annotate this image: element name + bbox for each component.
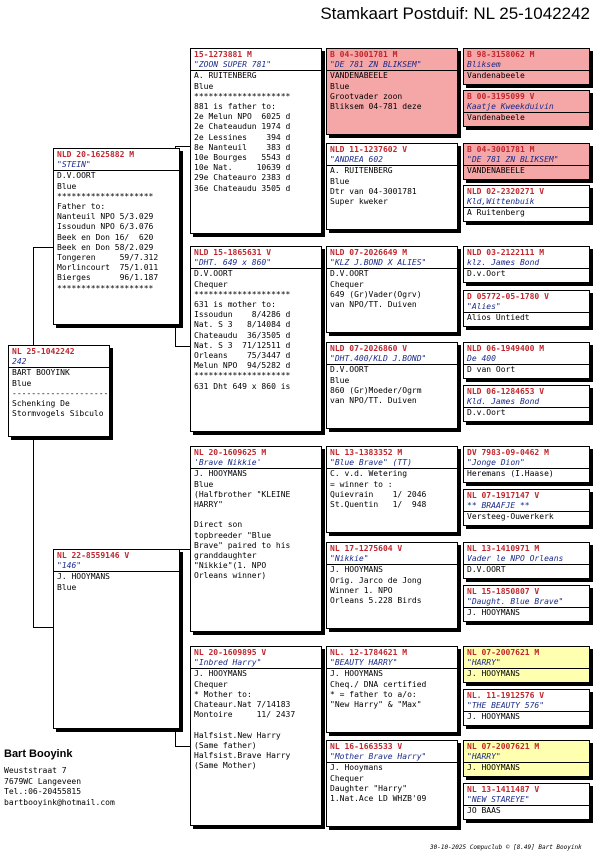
card-line: Blue bbox=[330, 176, 350, 186]
card-line: Nat. S 3 71/12511 d bbox=[194, 340, 291, 350]
card-line: Blue bbox=[330, 81, 350, 91]
card-line: Halfsist.New Harry bbox=[194, 730, 281, 740]
card-pigeon-name: Vader le NPO Orleans bbox=[464, 554, 589, 565]
card-line: 2e Melun NPO 6025 d bbox=[194, 112, 291, 122]
card-line: Daughter "Harry" bbox=[330, 783, 408, 793]
card-ring-number: D 05772-05-1780 V bbox=[467, 292, 549, 301]
card-line: J. HOOYMANS bbox=[330, 669, 383, 679]
card-line: Halfsist.Brave Harry bbox=[194, 751, 291, 761]
card-ring-number: NLD 11-1237602 V bbox=[330, 145, 408, 154]
card-pigeon-name: 242 bbox=[9, 357, 109, 368]
card-line: D.v.Oort bbox=[467, 408, 506, 418]
connector bbox=[33, 627, 53, 628]
card-ring-number: NL 07-2007621 M bbox=[467, 648, 540, 657]
card-line: Chateaur.Nat 7/14183 bbox=[194, 700, 291, 710]
card-ring-number: NL 20-1609895 V bbox=[194, 648, 267, 657]
card-line: Chequer bbox=[330, 279, 364, 289]
card-line: BART BOOYINK bbox=[12, 368, 70, 378]
card-line: Chequer bbox=[194, 279, 228, 289]
card-line: 36e Chateaudu 3505 d bbox=[194, 183, 291, 193]
card-line: 10e Nat. 10639 d bbox=[194, 163, 291, 173]
card-pigeon-name: "Inbred Harry" bbox=[191, 658, 321, 669]
pedigree-card-dds bbox=[326, 646, 458, 733]
card-pigeon-name: "NEW STAREYE" bbox=[464, 795, 589, 806]
card-pigeon-name: klz. James Bond bbox=[464, 258, 589, 269]
card-line: Bliksem 04-781 deze bbox=[330, 102, 422, 112]
card-line: D.V.OORT bbox=[194, 269, 233, 279]
card-line: Schenking De bbox=[12, 399, 70, 409]
card-ring-number: NL 25-1042242 bbox=[12, 347, 75, 356]
card-line: St.Quentin 1/ 948 bbox=[330, 500, 427, 510]
pedigree-card-g15 bbox=[463, 740, 590, 777]
card-line: Vandenabeele bbox=[467, 71, 525, 81]
pedigree-card-g11 bbox=[463, 542, 590, 579]
card-line: Blue bbox=[194, 479, 214, 489]
owner-address: Weuststraat 7 bbox=[4, 766, 67, 775]
pedigree-card-sds bbox=[326, 246, 458, 333]
card-line: 8e Nanteuil 383 d bbox=[194, 142, 291, 152]
card-ring-number: B 98-3158062 M bbox=[467, 50, 535, 59]
card-line: J. HOOYMANS bbox=[330, 565, 383, 575]
card-line: J. HOOYMANS bbox=[57, 572, 110, 582]
card-line: VANDENABEELE bbox=[467, 166, 525, 176]
card-line: Heremans (I.Haase) bbox=[467, 469, 554, 479]
card-line: Beek en Don 58/2.029 bbox=[57, 242, 154, 252]
owner-email[interactable]: bartbooyink@hotmail.com bbox=[4, 797, 115, 807]
card-line: D.V.OORT bbox=[57, 171, 96, 181]
card-line: Nat. S 3 8/14084 d bbox=[194, 320, 291, 330]
card-line: 631 Dht 649 x 860 is bbox=[194, 381, 291, 391]
card-line: Direct son bbox=[194, 520, 243, 530]
page-title: Stamkaart Postduif: NL 25-1042242 bbox=[320, 4, 590, 23]
card-line: 649 (Gr)Vader(Ogrv) bbox=[330, 289, 422, 299]
card-line: J. HOOYMANS bbox=[467, 763, 520, 773]
card-ring-number: NL 13-1383352 M bbox=[330, 448, 403, 457]
card-line: Nanteuil NPO 5/3.029 bbox=[57, 212, 154, 222]
card-line: D.V.OORT bbox=[467, 565, 506, 575]
card-ring-number: NL 17-1275604 V bbox=[330, 544, 403, 553]
card-line: -------------------- bbox=[12, 388, 109, 398]
pedigree-card-g13 bbox=[463, 646, 590, 683]
card-line: J. HOOYMANS bbox=[467, 712, 520, 722]
card-line: Blue bbox=[12, 378, 32, 388]
card-pigeon-name: "DHT.400/KLD J.BOND" bbox=[327, 354, 457, 365]
card-line: * Mother to: bbox=[194, 689, 252, 699]
card-ring-number: B 04-3001781 M bbox=[467, 145, 535, 154]
card-line: Issoudun 8/4286 d bbox=[194, 310, 291, 320]
card-pigeon-name: "HARRY" bbox=[464, 752, 589, 763]
card-ring-number: NL 16-1663533 V bbox=[330, 742, 403, 751]
owner-postcode: 7679WC Langeveen bbox=[4, 776, 82, 786]
card-line: Orig. Jarco de Jong bbox=[330, 575, 422, 585]
card-line: ******************** bbox=[194, 289, 291, 299]
pedigree-card-sss bbox=[326, 48, 458, 135]
card-line: ******************** bbox=[57, 283, 154, 293]
card-pigeon-name: Kld. James Bond bbox=[464, 397, 589, 408]
card-line: Super kweker bbox=[330, 197, 388, 207]
card-line: 10e Bourges 5543 d bbox=[194, 153, 291, 163]
card-line: C. v.d. Wetering bbox=[330, 469, 408, 479]
card-ring-number: 15-1273881 M bbox=[194, 50, 252, 59]
card-line: D.V.OORT bbox=[330, 269, 369, 279]
card-pigeon-name: "STEIN" bbox=[54, 160, 179, 171]
pedigree-card-dam-dam bbox=[190, 646, 322, 826]
pedigree-card-dam bbox=[53, 549, 180, 729]
card-line: J. Hooymans bbox=[330, 763, 383, 773]
card-line bbox=[191, 720, 321, 730]
card-pigeon-name: "THE BEAUTY 576" bbox=[464, 701, 589, 712]
card-line: A Ruitenberg bbox=[467, 208, 525, 218]
owner-phone: Tel.:06-20455815 bbox=[4, 787, 82, 796]
card-line: D.V.OORT bbox=[330, 365, 369, 375]
card-line: HARRY" bbox=[194, 500, 223, 510]
card-line: Versteeg-Ouwerkerk bbox=[467, 512, 554, 522]
card-line: Blue bbox=[330, 375, 350, 385]
card-line: "Nikkie"(1. NPO bbox=[194, 561, 267, 571]
card-line: van NPO/TT. Duiven bbox=[330, 396, 417, 406]
pedigree-card-g5 bbox=[463, 246, 590, 283]
pedigree-card-g14 bbox=[463, 689, 590, 726]
card-pigeon-name: Kaatje Kweekduivin bbox=[464, 102, 589, 113]
card-pigeon-name: "ZOON SUPER 781" bbox=[191, 60, 321, 71]
card-line: Bierges 96/1.187 bbox=[57, 273, 159, 283]
card-line: (Halfbrother "KLEINE bbox=[194, 489, 291, 499]
card-pigeon-name: Bliksem bbox=[464, 60, 589, 71]
pedigree-card-g7 bbox=[463, 342, 590, 379]
pedigree-card-g12 bbox=[463, 585, 590, 622]
card-ring-number: NLD 03-2122111 M bbox=[467, 248, 545, 257]
card-line: 1.Nat.Ace LD WHZB'09 bbox=[330, 794, 427, 804]
card-pigeon-name: "DE 781 ZN BLIKSEM" bbox=[464, 155, 589, 166]
card-ring-number: NL 15-1850807 V bbox=[467, 587, 540, 596]
card-line: Issoudun NPO 6/3.076 bbox=[57, 222, 154, 232]
card-ring-number: NLD 15-1865631 V bbox=[194, 248, 272, 257]
card-line: Winner 1. NPO bbox=[330, 585, 393, 595]
card-pigeon-name: "HARRY" bbox=[464, 658, 589, 669]
card-line: Blue bbox=[57, 181, 77, 191]
card-line: 29e Chateauro 2383 d bbox=[194, 173, 291, 183]
pedigree-card-g8 bbox=[463, 385, 590, 422]
card-line: JO BAAS bbox=[467, 806, 501, 816]
card-ring-number: NLD 07-2026860 V bbox=[330, 344, 408, 353]
card-line: Montoire 11/ 2437 bbox=[194, 710, 296, 720]
card-ring-number: NL 07-1917147 V bbox=[467, 491, 540, 500]
connector bbox=[175, 346, 190, 347]
pedigree-card-subject bbox=[8, 345, 110, 437]
card-pigeon-name: "Blue Brave" (TT) bbox=[327, 458, 457, 469]
card-pigeon-name: Kld,Wittenbuik bbox=[464, 197, 589, 208]
card-line: 2e Lessines 394 d bbox=[194, 132, 291, 142]
pedigree-card-g3 bbox=[463, 143, 590, 180]
card-ring-number: B 00-3195099 V bbox=[467, 92, 535, 101]
card-pigeon-name: "BEAUTY HARRY" bbox=[327, 658, 457, 669]
card-line: van NPO/TT. Duiven bbox=[330, 300, 417, 310]
card-line: Alios Untiedt bbox=[467, 313, 530, 323]
connector bbox=[175, 746, 190, 747]
card-line: Blue bbox=[194, 81, 214, 91]
pedigree-card-dam-sire bbox=[190, 446, 322, 632]
pedigree-card-g9 bbox=[463, 446, 590, 483]
card-line: (Same Mother) bbox=[194, 761, 257, 771]
card-line: Orleans 75/3447 d bbox=[194, 351, 291, 361]
pedigree-card-dsd bbox=[326, 542, 458, 629]
card-line: Melun NPO 94/5282 d bbox=[194, 361, 291, 371]
pedigree-card-sdd bbox=[326, 342, 458, 429]
card-pigeon-name: "ANDREA 602 bbox=[327, 155, 457, 166]
card-pigeon-name: "Alies" bbox=[464, 302, 589, 313]
card-line: Morlincourt 75/1.011 bbox=[57, 263, 159, 273]
card-line: VANDENABEELE bbox=[330, 71, 388, 81]
card-pigeon-name: "DE 781 ZN BLIKSEM" bbox=[327, 60, 457, 71]
card-pigeon-name: "Nikkie" bbox=[327, 554, 457, 565]
card-line: Quievrain 1/ 2046 bbox=[330, 489, 427, 499]
card-line: topbreeder "Blue bbox=[194, 530, 272, 540]
card-pigeon-name: "146" bbox=[54, 561, 179, 572]
card-line: Orleans 5.228 Birds bbox=[330, 596, 422, 606]
card-ring-number: NL 13-1410971 M bbox=[467, 544, 540, 553]
card-ring-number: B 04-3001781 M bbox=[330, 50, 398, 59]
card-ring-number: NLD 06-1949400 M bbox=[467, 344, 545, 353]
card-ring-number: DV 7983-09-0462 M bbox=[467, 448, 549, 457]
card-ring-number: NLD 02-2320271 V bbox=[467, 187, 545, 196]
card-ring-number: NL 22-8559146 V bbox=[57, 551, 130, 560]
card-line: Blue bbox=[57, 582, 77, 592]
card-line bbox=[191, 510, 321, 520]
card-line: Stormvogels Sibculo bbox=[12, 409, 104, 419]
card-pigeon-name: "Jonge Dion" bbox=[464, 458, 589, 469]
card-line: Cheq./ DNA certified bbox=[330, 679, 427, 689]
card-line: J. HOOYMANS bbox=[194, 469, 247, 479]
pedigree-card-g4 bbox=[463, 185, 590, 222]
card-line: Grootvader zoon bbox=[330, 91, 403, 101]
card-line: A. RUITENBERG bbox=[330, 166, 393, 176]
connector bbox=[175, 146, 190, 147]
card-ring-number: NLD 20-1625882 M bbox=[57, 150, 135, 159]
pedigree-card-sire bbox=[53, 148, 180, 325]
card-line: = winner to : bbox=[330, 479, 393, 489]
card-line: Vandenabeele bbox=[467, 113, 525, 123]
card-ring-number: NL 13-1411487 V bbox=[467, 785, 540, 794]
pedigree-card-dss bbox=[326, 446, 458, 533]
pedigree-card-sire-dam bbox=[190, 246, 322, 432]
card-ring-number: NLD 06-1284653 V bbox=[467, 387, 545, 396]
footer-credit: 30-10-2025 Compuclub © [8.49] Bart Booyink bbox=[430, 844, 582, 851]
card-line: "New Harry" & "Max" bbox=[330, 700, 422, 710]
card-line: Orleans winner) bbox=[194, 571, 267, 581]
card-line: 631 is mother to: bbox=[194, 300, 276, 310]
card-pigeon-name: ** BRAAFJE ** bbox=[464, 501, 589, 512]
card-line: Brave" paired to his bbox=[194, 540, 291, 550]
pedigree-card-ssd bbox=[326, 143, 458, 230]
card-line: granddaughter bbox=[194, 551, 257, 561]
card-pigeon-name: De 400 bbox=[464, 354, 589, 365]
card-line: J. HOOYMANS bbox=[194, 669, 247, 679]
card-line: ******************** bbox=[194, 371, 291, 381]
card-ring-number: NL 07-2007621 M bbox=[467, 742, 540, 751]
card-line: (Same father) bbox=[194, 740, 257, 750]
card-line: J. HOOYMANS bbox=[467, 608, 520, 618]
card-ring-number: NL. 12-1784621 M bbox=[330, 648, 408, 657]
pedigree-card-sire-sire bbox=[190, 48, 322, 234]
pedigree-card-g10 bbox=[463, 489, 590, 526]
card-pigeon-name: 'Brave Nikkie' bbox=[191, 458, 321, 469]
card-line: Father to: bbox=[57, 202, 106, 212]
connector bbox=[33, 247, 34, 627]
card-line: * = father to a/o: bbox=[330, 689, 417, 699]
card-line: J. HOOYMANS bbox=[467, 669, 520, 679]
card-line: 2e Chateaudun 1974 d bbox=[194, 122, 291, 132]
card-line: ******************** bbox=[194, 91, 291, 101]
owner-name: Bart Booyink bbox=[4, 748, 73, 760]
card-pigeon-name: "DHT. 649 x 860" bbox=[191, 258, 321, 269]
card-line: Chequer bbox=[330, 773, 364, 783]
card-line: Chateaudu 36/3505 d bbox=[194, 330, 291, 340]
card-line: D.v.Oort bbox=[467, 269, 506, 279]
pedigree-card-g1 bbox=[463, 48, 590, 85]
card-line: 860 (Gr)Moeder/Ogrm bbox=[330, 385, 422, 395]
connector bbox=[33, 247, 53, 248]
card-line: Beek en Don 16/ 620 bbox=[57, 232, 154, 242]
pedigree-card-ddd bbox=[326, 740, 458, 827]
card-ring-number: NL 20-1609625 M bbox=[194, 448, 267, 457]
card-ring-number: NL. 11-1912576 V bbox=[467, 691, 545, 700]
card-line: Chequer bbox=[194, 679, 228, 689]
card-line: Tongeren 59/7.312 bbox=[57, 253, 159, 263]
owner-info bbox=[4, 748, 115, 808]
card-line: 881 is father to: bbox=[194, 102, 276, 112]
card-line: Dtr van 04-3001781 bbox=[330, 186, 417, 196]
card-pigeon-name: "Mother Brave Harry" bbox=[327, 752, 457, 763]
card-pigeon-name: "KLZ J.BOND X ALIES" bbox=[327, 258, 457, 269]
card-line: A. RUITENBERG bbox=[194, 71, 257, 81]
pedigree-card-g6 bbox=[463, 290, 590, 327]
card-ring-number: NLD 07-2026649 M bbox=[330, 248, 408, 257]
card-pigeon-name: "Daught. Blue Brave" bbox=[464, 597, 589, 608]
card-line: D van Oort bbox=[467, 365, 516, 375]
pedigree-card-g2 bbox=[463, 90, 590, 127]
card-line: ******************** bbox=[57, 191, 154, 201]
pedigree-card-g16 bbox=[463, 783, 590, 820]
